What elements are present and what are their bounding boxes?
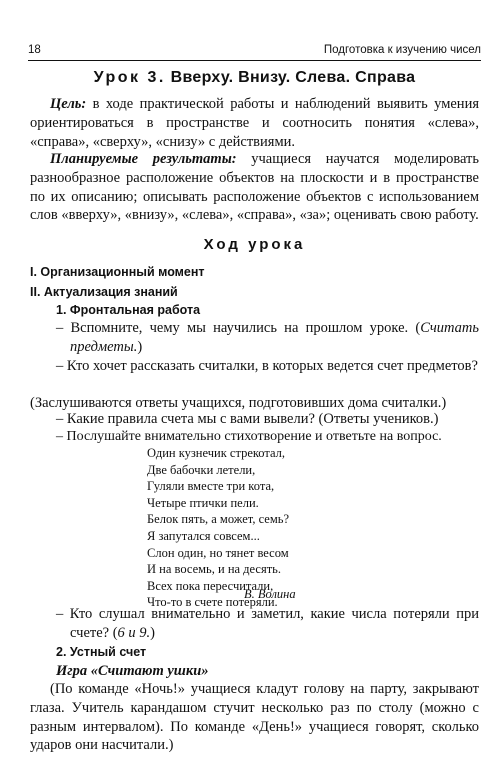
results-text: учащиеся научатся моделировать разнообразное расположение объектов на плоскости и в пространстве по их описанию; описывать расположение объектов с использованием слов «вверху», «внизу», «слева», «справа», «за»; оценивать свою работу.	[30, 151, 479, 224]
question-5	[56, 605, 479, 643]
question-3: – Какие правила счета мы с вами вывели? (Ответы учеников.)	[56, 411, 439, 427]
game-paragraph: (По команде «Ночь!» учащиеся кладут голову на парту, закрывают глаза. Учитель карандашом стучит несколько раз по столу (можно с разным интервалом). По команде «День!» учащиеся говорят, сколько ударов они насчитали.)	[30, 681, 479, 754]
poem-line: Я запутался совсем...	[147, 528, 260, 543]
results-label: Планируемые результаты:	[50, 151, 237, 167]
poem-line: Четыре птички пели.	[147, 495, 259, 510]
goal-label: Цель:	[50, 96, 87, 112]
poem-line: Всех пока пересчитали,	[147, 578, 274, 593]
results-paragraph	[30, 150, 479, 225]
lesson-title	[28, 69, 481, 87]
question-1-note: Считать предметы.	[70, 320, 479, 355]
goal-text: в ходе практической работы и наблюдений выявить умения ориентироваться в пространстве и соотносить понятия «слева», «справа», «сверху», «снизу» с действиями.	[30, 96, 479, 150]
goal-paragraph	[30, 95, 479, 151]
subsection-heading-1: 1. Фронтальная работа	[56, 303, 201, 317]
lesson-title-rest: Вверху. Внизу. Слева. Справа	[170, 69, 416, 86]
poem-line: И на восемь, и на десять.	[147, 562, 281, 577]
poem-author: В. Волина	[244, 587, 296, 601]
running-header	[28, 44, 481, 60]
question-5-note: 6 и 9.	[117, 624, 151, 641]
game-title: Игра «Считают ушки»	[56, 663, 209, 679]
question-1-text: – Вспомните, чему мы научились на прошлом уроке. (	[56, 320, 421, 336]
listen-note: (Заслушиваются ответы учащихся, подготовивших дома считалки.)	[30, 395, 447, 411]
question-1-close: )	[137, 338, 143, 355]
subsection-heading-2: 2. Устный счет	[56, 645, 147, 659]
poem-line: Две бабочки летели,	[147, 462, 256, 477]
question-2: – Кто хочет рассказать считалки, в которых ведется счет предметов?	[56, 358, 478, 374]
poem-line: Один кузнечик стрекотал,	[147, 446, 286, 460]
page-number: 18	[28, 44, 41, 56]
question-4: – Послушайте внимательно стихотворение и ответьте на вопрос.	[56, 429, 442, 444]
question-5-close: )	[150, 624, 156, 641]
header-rule	[28, 60, 481, 61]
poem-line: Что-то в счете потеряли.	[147, 595, 278, 610]
question-5-text: – Кто слушал внимательно и заметил, какие числа потеряли при счете? (	[56, 606, 479, 641]
poem-line: Слон один, но тянет весом	[147, 545, 289, 560]
poem-line: Белок пять, а может, семь?	[147, 512, 289, 527]
question-1	[56, 319, 479, 357]
game-label	[56, 662, 479, 681]
section-heading-1: I. Организационный момент	[30, 265, 205, 279]
section-heading-2: II. Актуализация знаний	[30, 285, 178, 299]
lesson-title-prefix: Урок 3.	[93, 69, 166, 86]
poem-line: Гуляли вместе три кота,	[147, 479, 275, 494]
running-title: Подготовка к изучению чисел	[323, 44, 481, 56]
course-title: Ход урока	[203, 236, 306, 253]
